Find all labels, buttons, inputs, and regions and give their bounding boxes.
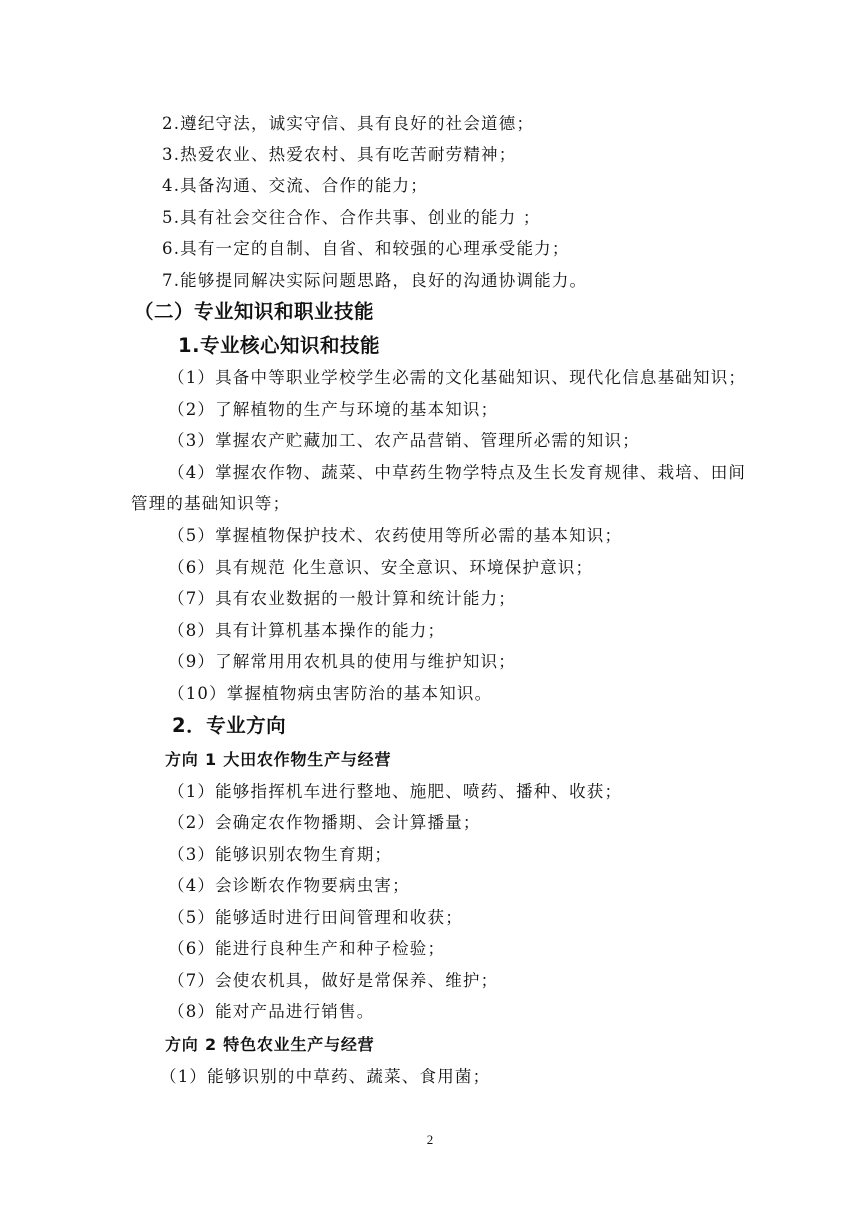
list-item: （5）能够适时进行田间管理和收获； [168,908,463,927]
list-item-continuation: 管理的基础知识等； [131,494,291,513]
list-item: （4）会诊断农作物要病虫害； [168,876,410,895]
list-item: （1）能够识别的中草药、蔬菜、食用菌； [160,1067,491,1086]
list-item: （10）掌握植物病虫害防治的基本知识。 [168,684,493,703]
list-item: 7.能够提同解决实际问题思路，良好的沟通协调能力。 [162,271,588,290]
list-item: （1）具备中等职业学校学生必需的文化基础知识、现代化信息基础知识； [168,368,747,387]
subsection-heading: 1.专业核心知识和技能 [178,334,380,357]
list-item: （7）会使农机具，做好是常保养、维护； [168,971,499,990]
section-heading: （二）专业知识和职业技能 [134,300,375,323]
direction-heading: 方向 2 特色农业生产与经营 [165,1035,375,1054]
list-item: （8）具有计算机基本操作的能力； [168,621,446,640]
list-item: 3.热爱农业、热爱农村、具有吃苦耐劳精神； [162,145,517,164]
list-item: 6.具有一定的自制、自省、和较强的心理承受能力； [162,239,570,258]
list-item: （3）掌握农产贮藏加工、农产品营销、管理所必需的知识； [168,431,640,450]
list-item: （3）能够识别农物生育期； [168,845,393,864]
list-item: （5）掌握植物保护技术、农药使用等所必需的基本知识； [168,526,623,545]
list-item: （6）能进行良种生产和种子检验； [168,939,446,958]
page-number: 2 [426,1132,434,1147]
list-item: （8）能对产品进行销售。 [168,1002,375,1021]
list-item: （4）掌握农作物、蔬菜、中草药生物学特点及生长发育规律、栽培、田间 [168,463,747,482]
direction-heading: 方向 1 大田农作物生产与经营 [165,750,392,769]
list-item: （7）具有农业数据的一般计算和统计能力； [168,589,516,608]
list-item: 2.遵纪守法，诚实守信、具有良好的社会道德； [162,114,535,133]
list-item: 5.具有社会交往合作、合作共事、创业的能力 ； [162,208,541,227]
list-item: （2）会确定农作物播期、会计算播量； [168,813,481,832]
list-item: （1）能够指挥机车进行整地、施肥、喷药、播种、收获； [168,782,623,801]
subsection-heading: 2．专业方向 [172,714,287,737]
list-item: （6）具有规范 化生意识、安全意识、环境保护意识； [168,558,594,577]
list-item: （2）了解植物的生产与环境的基本知识； [168,400,499,419]
list-item: （9）了解常用用农机具的使用与维护知识； [168,652,516,671]
list-item: 4.具备沟通、交流、合作的能力； [162,176,428,195]
